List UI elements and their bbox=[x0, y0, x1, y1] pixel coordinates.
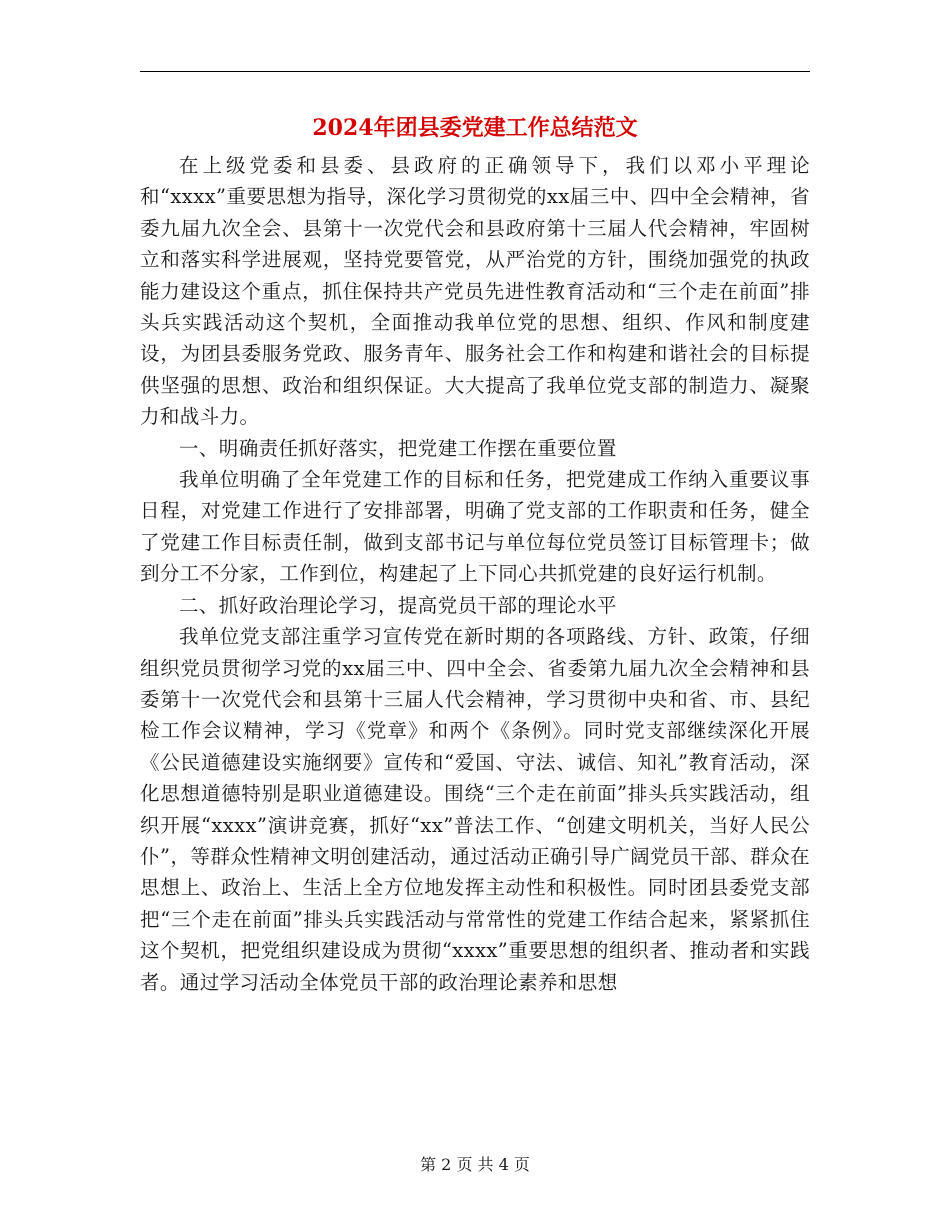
section-heading-2: 二、抓好政治理论学习，提高党员干部的理论水平 bbox=[179, 593, 617, 617]
paragraph-section-1: 我单位明确了全年党建工作的目标和任务，把党建成工作纳入重要议事日程，对党建工作进行了安排部署，明确了党支部的工作职责和任务，健全了党建工作目标责任制，做到支部书记与单位每位党员签订目标管理卡；做到分工不分家，工作到位，构建起了上下同心共抓党建的良好运行机制。 bbox=[140, 468, 810, 586]
page-number-footer: 第 2 页 共 4 页 bbox=[420, 1155, 530, 1174]
paragraph-intro: 在上级党委和县委、县政府的正确领导下，我们以邓小平理论和“xxxx”重要思想为指导，深化学习贯彻党的xx届三中、四中全会精神，省委九届九次全会、县第十一次党代会和县政府第十三届人代会精神，牢固树立和落实科学进展观，坚持党要管党，从严治党的方针，围绕加强党的执政能力建设这个重点，抓住保持共产党员先进性教育活动和“三个走在前面”排头兵实践活动这个契机，全面推动我单位党的思想、组织、作风和制度建设，为团县委服务党政、服务青年、服务社会工作和构建和谐社会的目标提供坚强的思想、政治和组织保证。大大提高了我单位党支部的制造力、凝聚力和战斗力。 bbox=[140, 154, 810, 429]
paragraph-section-2: 我单位党支部注重学习宣传党在新时期的各项路线、方针、政策，仔细组织党员贯彻学习党的xx届三中、四中全会、省委第九届九次全会精神和县委第十一次党代会和县第十三届人代会精神，学习贯彻中央和省、市、县纪检工作会议精神，学习《党章》和两个《条例》。同时党支部继续深化开展《公民道德建设实施纲要》宣传和“爱国、守法、诚信、知礼”教育活动，深化思想道德特别是职业道德建设。围绕“三个走在前面”排头兵实践活动，组织开展“xxxx”演讲竞赛，抓好“xx”普法工作、“创建文明机关，当好人民公仆”，等群众性精神文明创建活动，通过活动正确引导广阔党员干部、群众在思想上、政治上、生活上全方位地发挥主动性和积极性。同时团县委党支部把“三个走在前面”排头兵实践活动与常常性的党建工作结合起来，紧紧抓住这个契机，把党组织建设成为贯彻“xxxx”重要思想的组织者、推动者和实践者。通过学习活动全体党员干部的政治理论素养和思想 bbox=[140, 625, 810, 994]
document-title: 2024年团县委党建工作总结范文 bbox=[312, 115, 638, 141]
document-body bbox=[140, 150, 810, 998]
section-heading-1: 一、明确责任抓好落实，把党建工作摆在重要位置 bbox=[179, 436, 617, 460]
header-rule bbox=[140, 71, 810, 72]
